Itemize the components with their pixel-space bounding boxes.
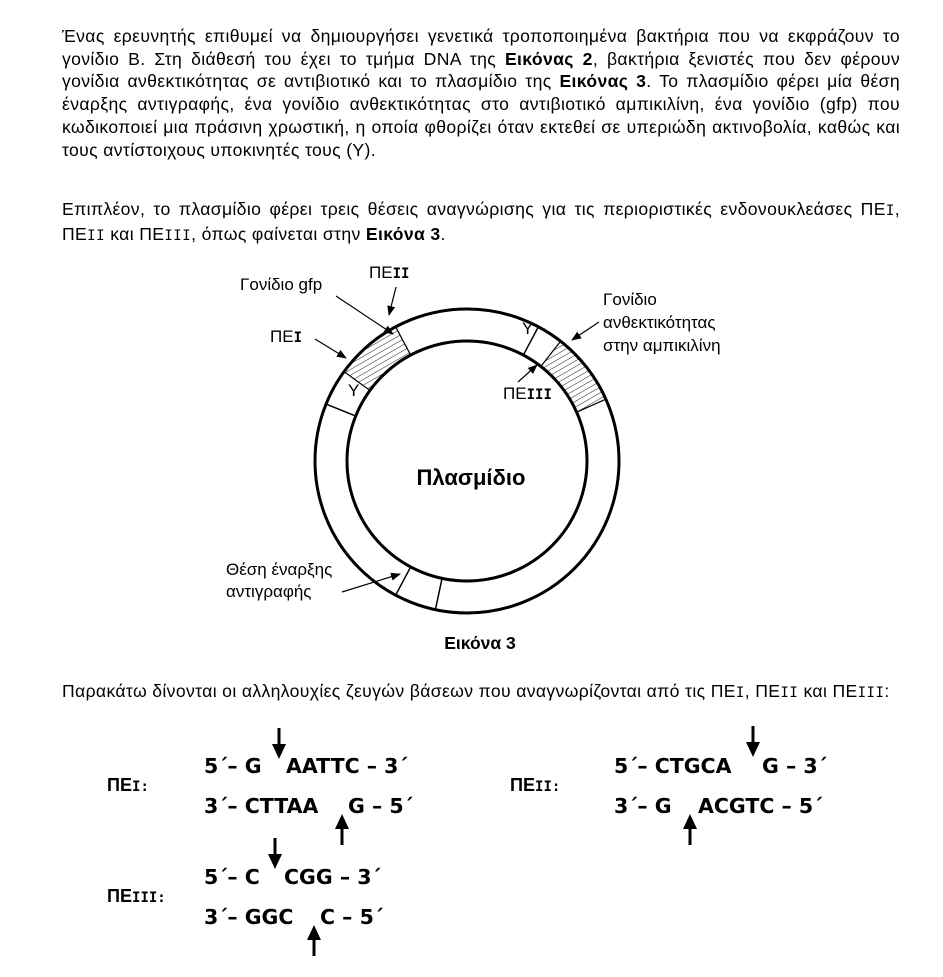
enzyme-name: ΠΕ — [710, 681, 736, 701]
gfp-pointer-arrow — [336, 296, 393, 334]
text: . — [440, 223, 446, 244]
text: Επιπλέον, το πλασμίδιο φέρει τρεις θέσεις αναγνώρισης για τις περιοριστικές ενδονουκλεάσες — [62, 199, 861, 219]
enzyme-name: ΠΕ — [860, 199, 886, 219]
pe1-bottom-cut-arrow — [335, 814, 349, 845]
promoter-label-right: Y — [522, 319, 534, 338]
enzyme-numeral: II — [780, 685, 799, 701]
pe1-top-strand-right: AATTC – 3΄ — [286, 754, 408, 778]
pe3-site-label: ΠΕIII — [503, 384, 552, 403]
pe1-site-label: ΠΕI — [270, 327, 303, 346]
pe2-bottom-strand-right: ACGTC – 5΄ — [698, 794, 823, 818]
figure-ref: Εικόνας 3 — [559, 71, 647, 92]
text: , βακτήρια ξενιστές που δεν φέρουν γονίδια ανθεκτικότητας σε αντιβιοτικό και το πλασμίδιο της — [62, 48, 901, 92]
text: . Το πλασμίδιο φέρει μία θέση έναρξης αντιγραφής, ένα γονίδιο ανθεκτικότητας στο αντιβιοτικό αμπικιλίνη, ένα γονίδιο (gfp) που κωδικοποιεί μια πράσινη χρωστική, η οποία φθορίζει όταν εκτεθεί σε υπεριώδη ακτινοβολία, καθώς και τους αντίστοιχους υποκινητές τους (Y). — [62, 71, 900, 160]
enzyme-name: ΠΕ — [62, 223, 88, 244]
amp-label-line3: στην αμπικιλίνη — [603, 336, 721, 355]
ori-boundary — [435, 578, 442, 609]
promoter-boundary — [326, 404, 356, 416]
pe2-sequence-label: ΠΕII: — [510, 775, 561, 795]
pe1-top-cut-arrow — [272, 728, 286, 759]
pe3-top-strand-left: 5΄– C — [204, 865, 260, 889]
enzyme-name: ΠΕ — [832, 681, 858, 701]
text: , — [894, 199, 900, 219]
pe3-bottom-cut-arrow — [307, 925, 321, 956]
gfp-gene-label: Γονίδιο gfp — [240, 275, 323, 294]
text: και — [798, 681, 833, 701]
amp-label-line2: ανθεκτικότητας — [603, 313, 716, 332]
plasmid-center-label: Πλασμίδιο — [416, 465, 526, 490]
pe3-bottom-strand-right: C – 5΄ — [320, 905, 383, 929]
enzyme-numeral: III — [857, 685, 885, 701]
ori-boundary — [396, 567, 411, 595]
pe2-bottom-cut-arrow — [683, 814, 697, 845]
enzyme-numeral: III — [164, 227, 192, 244]
plasmid-inner-ring — [347, 341, 587, 581]
amp-pointer-arrow — [572, 322, 599, 340]
ori-label-line1: Θέση έναρξης — [226, 560, 333, 579]
pe2-pointer-arrow — [389, 287, 396, 315]
text: , — [744, 681, 756, 701]
pe1-top-strand-left: 5΄– G — [204, 754, 262, 778]
amp-label-line1: Γονίδιο — [603, 290, 657, 309]
text: : — [884, 681, 890, 701]
enzyme-name: ΠΕ — [755, 681, 781, 701]
pe2-top-strand-right: G – 3΄ — [762, 754, 827, 778]
enzyme-numeral: I — [735, 685, 745, 701]
figure-ref: Εικόνας 2 — [504, 48, 593, 69]
pe2-bottom-strand-left: 3΄– G — [614, 794, 672, 818]
promoter-label-left: Y — [348, 381, 360, 400]
enzyme-name: ΠΕ — [139, 223, 165, 244]
ori-label-line2: αντιγραφής — [226, 582, 312, 601]
figure-ref: Εικόνα 3 — [365, 223, 441, 244]
pe1-bottom-strand-left: 3΄– CTTAA — [204, 794, 319, 818]
pe1-pointer-arrow — [315, 339, 346, 358]
pe3-pointer-arrow — [518, 365, 537, 382]
pe2-top-cut-arrow — [746, 726, 760, 757]
pe3-bottom-strand-left: 3΄– GGC — [204, 905, 294, 929]
figure-caption: Εικόνα 3 — [444, 633, 516, 653]
enzyme-numeral: I — [885, 203, 895, 219]
text: και — [105, 223, 140, 244]
pe2-top-strand-left: 5΄– CTGCA — [614, 754, 732, 778]
enzyme-numeral: II — [87, 227, 105, 244]
pe3-top-strand-right: CGG – 3΄ — [284, 865, 381, 889]
pe3-top-cut-arrow — [268, 838, 282, 869]
text: Ένας ερευνητής επιθυμεί να δημιουργήσει γενετικά τροποποιημένα βακτήρια που να εκφράζουν το γονίδιο Β. Στη διάθεσή του έχει το τμήμα DNA της — [62, 26, 900, 69]
pe3-sequence-label: ΠΕIII: — [107, 886, 166, 906]
text: Παρακάτω δίνονται οι αλληλουχίες ζευγών βάσεων που αναγνωρίζονται από τις — [62, 681, 711, 701]
pe1-sequence-label: ΠΕI: — [107, 775, 149, 795]
pe1-bottom-strand-right: G – 5΄ — [348, 794, 413, 818]
pe2-site-label: ΠΕII — [369, 263, 410, 282]
ori-pointer-arrow — [342, 574, 400, 592]
text: , όπως φαίνεται στην — [191, 223, 366, 244]
